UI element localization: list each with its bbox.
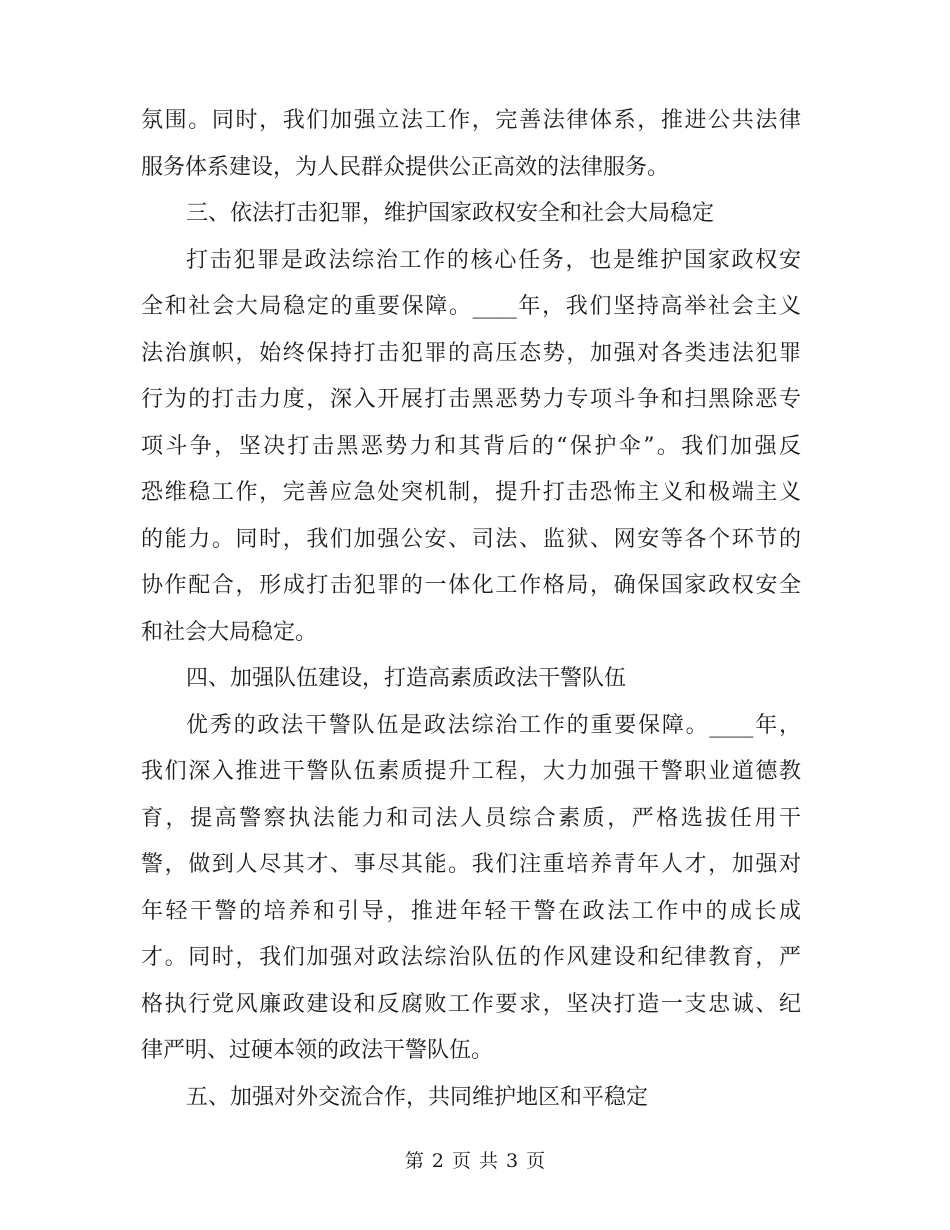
document-body [141,98,801,1121]
section-heading: 五、加强对外交流合作，共同维护地区和平稳定 [186,1084,649,1110]
body-text-line: 法治旗帜，始终保持打击犯罪的高压态势，加强对各类违法犯罪 [141,340,801,366]
section-heading: 三、依法打击犯罪，维护国家政权安全和社会大局稳定 [186,201,715,226]
body-text-line: 律严明、过硬本领的政法干警队伍。 [141,1038,494,1063]
body-text-line: 优秀的政法干警队伍是政法综治工作的重要保障。____年， [186,712,801,738]
body-text-line: 打击犯罪是政法综治工作的核心任务，也是维护国家政权安 [186,247,801,273]
body-text-line: 我们深入推进干警队伍素质提升工程，大力加强干警职业道德教 [141,759,801,784]
body-text-line: 和社会大局稳定。 [141,619,318,645]
body-text-line: 服务体系建设，为人民群众提供公正高效的法律服务。 [141,154,670,180]
page-number-footer: 第 2 页 共 3 页 [404,1150,546,1172]
body-text-line: 警，做到人尽其才、事尽其能。我们注重培养青年人才，加强对 [141,852,801,877]
body-text-line: 全和社会大局稳定的重要保障。____年，我们坚持高举社会主义 [141,294,801,319]
body-text-line: 才。同时，我们加强对政法综治队伍的作风建设和纪律教育，严 [141,945,801,970]
body-text-line: 氛围。同时，我们加强立法工作，完善法律体系，推进公共法律 [141,108,801,133]
body-text-line: 项斗争，坚决打击黑恶势力和其背后的“保护伞”。我们加强反 [141,433,801,459]
body-text-line: 育，提高警察执法能力和司法人员综合素质，严格选拔任用干 [141,805,801,831]
section-heading: 四、加强队伍建设，打造高素质政法干警队伍 [186,666,627,691]
body-text-line: 行为的打击力度，深入开展打击黑恶势力专项斗争和扫黑除恶专 [141,387,801,412]
body-text-line: 格执行党风廉政建设和反腐败工作要求，坚决打造一支忠诚、纪 [141,991,801,1017]
body-text-line: 年轻干警的培养和引导，推进年轻干警在政法工作中的成长成 [141,898,801,924]
body-text-line: 的能力。同时，我们加强公安、司法、监狱、网安等各个环节的 [141,526,801,552]
body-text-line: 恐维稳工作，完善应急处突机制，提升打击恐怖主义和极端主义 [141,480,801,505]
body-text-line: 协作配合，形成打击犯罪的一体化工作格局，确保国家政权安全 [141,573,801,598]
